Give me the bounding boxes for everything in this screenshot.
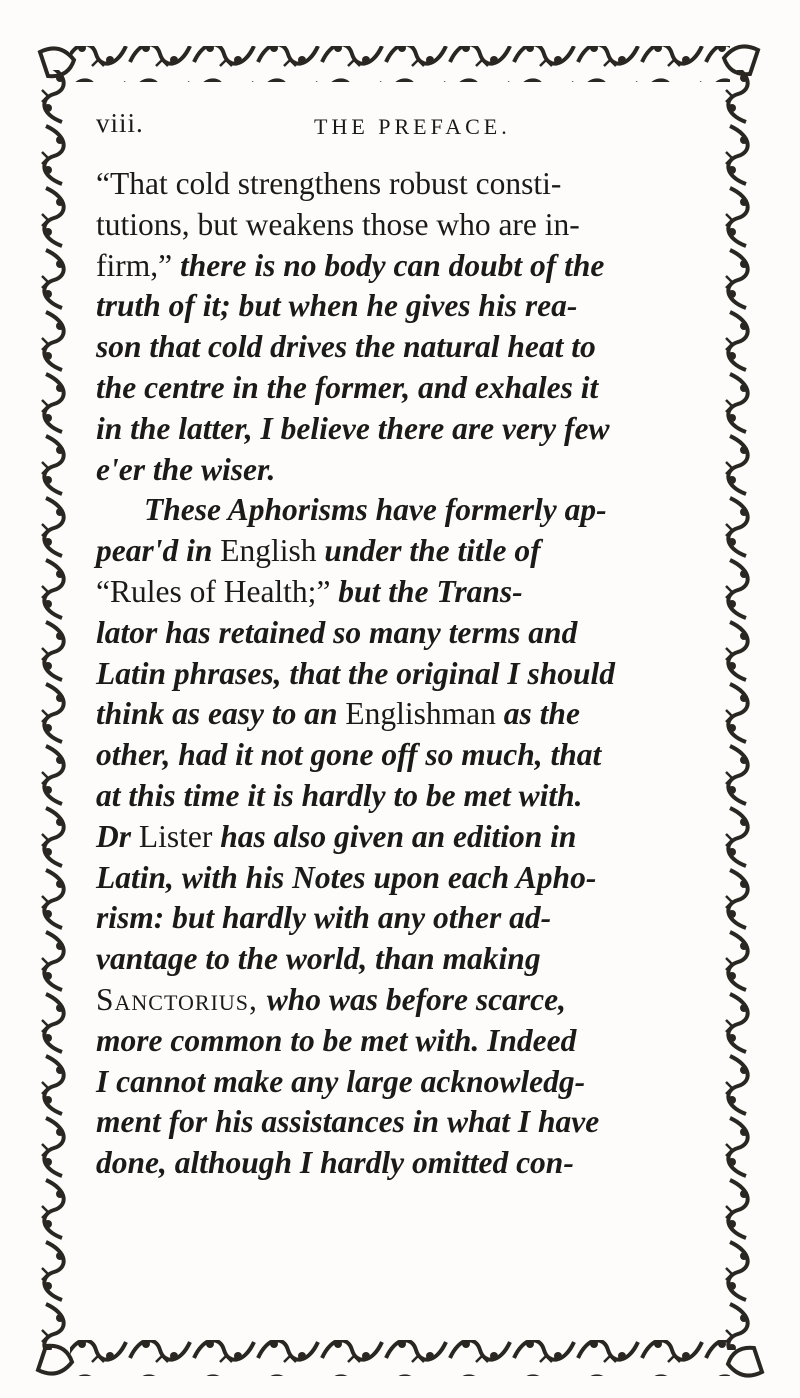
text-segment: vantage to the world, than making	[96, 941, 541, 977]
text-block	[96, 108, 696, 1184]
text-line	[96, 246, 696, 287]
text-segment: “Rules of Health;”	[96, 573, 339, 609]
text-segment: think as easy to an	[96, 696, 346, 732]
text-segment: lator has retained so many terms and	[96, 614, 578, 650]
page-header	[96, 108, 696, 148]
text-segment: in the latter, I believe there are very few	[96, 410, 610, 446]
page-body	[96, 164, 696, 1184]
text-segment: rism: but hardly with any other ad-	[96, 900, 552, 936]
text-segment: e'er the wiser.	[96, 451, 276, 487]
text-segment: Englishman	[345, 696, 504, 732]
text-segment: under the title of	[324, 533, 541, 569]
folio: viii.	[96, 108, 144, 138]
text-segment: has also given an edition in	[220, 818, 577, 854]
text-line	[96, 1062, 696, 1103]
text-line	[96, 776, 696, 817]
text-segment: pear'd	[96, 533, 187, 569]
text-segment: ment for his assistances in what I have	[96, 1104, 600, 1140]
text-line	[96, 858, 696, 899]
text-segment: These Aphorisms have formerly ap-	[144, 492, 607, 528]
text-line	[96, 1021, 696, 1062]
text-segment: at this time it is hardly to be met with.	[96, 777, 583, 813]
text-line	[96, 980, 696, 1021]
text-line	[96, 1143, 696, 1184]
text-segment: who was before scarce,	[266, 981, 567, 1017]
text-segment: Sanctorius,	[96, 981, 267, 1017]
text-segment: the centre in the former, and exhales it	[96, 369, 599, 405]
text-segment: in	[186, 533, 221, 569]
text-line	[96, 654, 696, 695]
text-segment: more common to be met with. Indeed	[96, 1022, 577, 1058]
text-segment: tutions, but weakens those who are in-	[96, 206, 580, 242]
text-segment: English	[220, 533, 325, 569]
text-segment: Latin, with his Notes upon each Apho-	[96, 859, 597, 895]
text-line	[96, 939, 696, 980]
text-segment: Lister	[138, 818, 221, 854]
text-line	[96, 694, 696, 735]
text-line	[96, 164, 696, 205]
text-line	[96, 205, 696, 246]
text-line	[96, 409, 696, 450]
text-line	[96, 817, 696, 858]
text-line	[96, 368, 696, 409]
text-line	[96, 490, 696, 531]
text-line	[96, 531, 696, 572]
text-line	[96, 1102, 696, 1143]
text-segment: other, had it not gone off so much, that	[96, 737, 602, 773]
text-segment: there is no body can doubt of the	[179, 247, 605, 283]
text-line	[96, 613, 696, 654]
text-line	[96, 572, 696, 613]
text-segment: Latin phrases, that the original I should	[96, 655, 616, 691]
text-segment: Dr	[96, 818, 139, 854]
text-segment: “That cold strengthens robust consti-	[96, 166, 562, 201]
text-segment: firm,”	[96, 247, 180, 283]
text-line	[96, 286, 696, 327]
text-segment: son that cold drives the natural heat to	[96, 329, 596, 365]
text-line	[96, 735, 696, 776]
text-segment: done, although I hardly omitted con-	[96, 1145, 574, 1181]
text-line	[96, 450, 696, 491]
text-segment: but the Trans-	[338, 573, 523, 609]
text-segment: as the	[503, 696, 580, 732]
running-head: THE PREFACE.	[314, 114, 511, 139]
text-segment: truth of it; but when he gives his rea-	[96, 288, 578, 324]
text-segment: I cannot make any large acknowledg-	[96, 1063, 586, 1099]
text-line	[96, 327, 696, 368]
text-line	[96, 898, 696, 939]
